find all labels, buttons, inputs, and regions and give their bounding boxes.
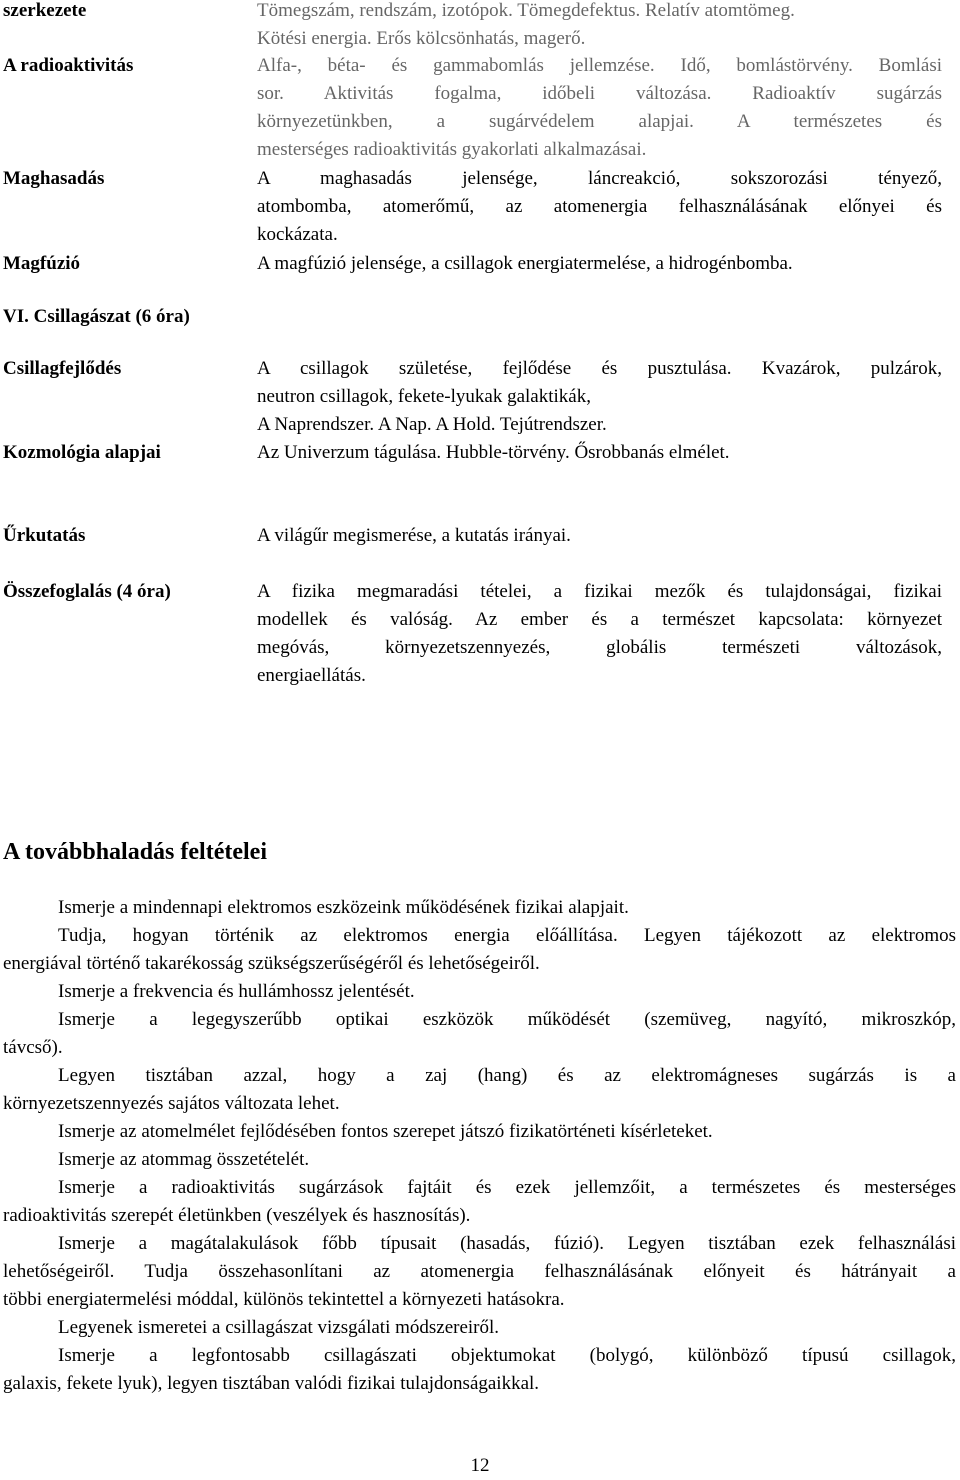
text-line: neutron csillagok, fekete-lyukak galaktikák, xyxy=(257,386,591,407)
topic-content-maghasadas xyxy=(257,165,942,249)
text-line: A világűr megismerése, a kutatás irányai. xyxy=(257,525,571,546)
condition-paragraph xyxy=(3,1146,956,1174)
text-line: energiaellátás. xyxy=(257,665,366,686)
condition-paragraph xyxy=(3,1062,956,1118)
topic-content-urkutatas xyxy=(257,522,942,550)
text-line: megóvás, környezetszennyezés, globális természeti változások, xyxy=(257,637,942,658)
topic-content-kozmologia xyxy=(257,439,942,467)
text-line: atombomba, atomerőmű, az atomenergia felhasználásának előnyei és xyxy=(257,196,942,217)
text-line: Tudja, hogyan történik az elektromos energia előállítása. Legyen tájékozott az elektromos xyxy=(58,925,956,946)
text-line: A magfúzió jelensége, a csillagok energiatermelése, a hidrogénbomba. xyxy=(257,253,793,274)
topic-content-magfuzio xyxy=(257,250,942,278)
topic-label-urkutatas: Űrkutatás xyxy=(3,525,86,546)
text-line: többi energiatermelési móddal, különös tekintettel a környezeti hatásokra. xyxy=(3,1289,565,1310)
topic-label-csillagfejlodes: Csillagfejlődés xyxy=(3,358,122,379)
text-line: Az Univerzum tágulása. Hubble-törvény. Ősrobbanás elmélet. xyxy=(257,442,730,463)
text-line: kockázata. xyxy=(257,224,338,245)
topic-content-radioaktivitas xyxy=(257,52,942,164)
text-line: Legyen tisztában azzal, hogy a zaj (hang) és az elektromágneses sugárzás is a xyxy=(58,1065,956,1086)
topic-label-radioaktivitas: A radioaktivitás xyxy=(3,55,134,76)
text-line: Ismerje az atomelmélet fejlődésében fontos szerepet játszó fizikatörténeti kísérleteket. xyxy=(58,1121,713,1142)
topic-label-maghasadas: Maghasadás xyxy=(3,168,105,189)
text-line: A Naprendszer. A Nap. A Hold. Tejútrendszer. xyxy=(257,414,607,435)
text-line: radioaktivitás szerepét életünkben (veszélyek és hasznosítás). xyxy=(3,1205,471,1226)
condition-paragraph xyxy=(3,1174,956,1230)
topic-label-szerkezete: szerkezete xyxy=(3,0,87,21)
topic-content-csillagfejlodes xyxy=(257,355,942,439)
text-line: távcső). xyxy=(3,1037,63,1058)
text-line: A csillagok születése, fejlődése és pusztulása. Kvazárok, pulzárok, xyxy=(257,358,942,379)
topic-content-osszefoglalas xyxy=(257,578,942,690)
text-line: lehetőségeiről. Tudja összehasonlítani az atomenergia felhasználásának előnyeit és hátrányait a xyxy=(3,1261,956,1282)
page-number: 12 xyxy=(470,1455,490,1476)
text-line: energiával történő takarékosság szükségszerűségéről és lehetőségeiről. xyxy=(3,953,540,974)
topic-content-szerkezete xyxy=(257,0,942,53)
text-line: Alfa-, béta- és gammabomlás jellemzése. Idő, bomlástörvény. Bomlási xyxy=(257,55,942,76)
text-line: környezetünkben, a sugárvédelem alapjai. A természetes és xyxy=(257,111,942,132)
condition-paragraph xyxy=(3,1230,956,1314)
text-line: környezetszennyezés sajátos változata lehet. xyxy=(3,1093,340,1114)
text-line: Ismerje a radioaktivitás sugárzások fajtáit és ezek jellemzőit, a természetes és mesterséges xyxy=(58,1177,956,1198)
topic-label-osszefoglalas: Összefoglalás (4 óra) xyxy=(3,581,171,602)
condition-paragraph xyxy=(3,978,956,1006)
text-line: sor. Aktivitás fogalma, időbeli változása. Radioaktív sugárzás xyxy=(257,83,942,104)
condition-paragraph xyxy=(3,1118,956,1146)
text-line: Ismerje a legegyszerűbb optikai eszközök működését (szemüveg, nagyító, mikroszkóp, xyxy=(58,1009,956,1030)
text-line: Tömegszám, rendszám, izotópok. Tömegdefektus. Relatív atomtömeg. xyxy=(257,0,795,21)
text-line: galaxis, fekete lyuk), legyen tisztában valódi fizikai tulajdonságaikkal. xyxy=(3,1373,540,1394)
condition-paragraph xyxy=(3,1314,956,1342)
text-line: Ismerje a magátalakulások főbb típusait (hasadás, fúzió). Legyen tisztában ezek felhasználási xyxy=(58,1233,956,1254)
condition-paragraph xyxy=(3,894,956,922)
topic-label-kozmologia: Kozmológia alapjai xyxy=(3,442,161,463)
topic-label-magfuzio: Magfúzió xyxy=(3,253,81,274)
condition-paragraph xyxy=(3,1342,956,1398)
text-line: Ismerje a legfontosabb csillagászati objektumokat (bolygó, különböző típusú csillagok, xyxy=(58,1345,956,1366)
text-line: Legyenek ismeretei a csillagászat vizsgálati módszereiről. xyxy=(58,1317,500,1338)
text-line: modellek és valóság. Az ember és a természet kapcsolata: környezet xyxy=(257,609,942,630)
text-line: A maghasadás jelensége, láncreakció, sokszorozási tényező, xyxy=(257,168,942,189)
text-line: A fizika megmaradási tételei, a fizikai mezők és tulajdonságai, fizikai xyxy=(257,581,942,602)
condition-paragraph xyxy=(3,1006,956,1062)
section-heading-vi: VI. Csillagászat (6 óra) xyxy=(3,306,190,327)
text-line: mesterséges radioaktivitás gyakorlati alkalmazásai. xyxy=(257,139,647,160)
condition-paragraph xyxy=(3,922,956,978)
text-line: Ismerje a mindennapi elektromos eszközeink működésének fizikai alapjait. xyxy=(58,897,629,918)
text-line: Ismerje az atommag összetételét. xyxy=(58,1149,310,1170)
text-line: Ismerje a frekvencia és hullámhossz jelentését. xyxy=(58,981,415,1002)
text-line: Kötési energia. Erős kölcsönhatás, magerő. xyxy=(257,28,586,49)
page-heading: A továbbhaladás feltételei xyxy=(3,839,267,865)
